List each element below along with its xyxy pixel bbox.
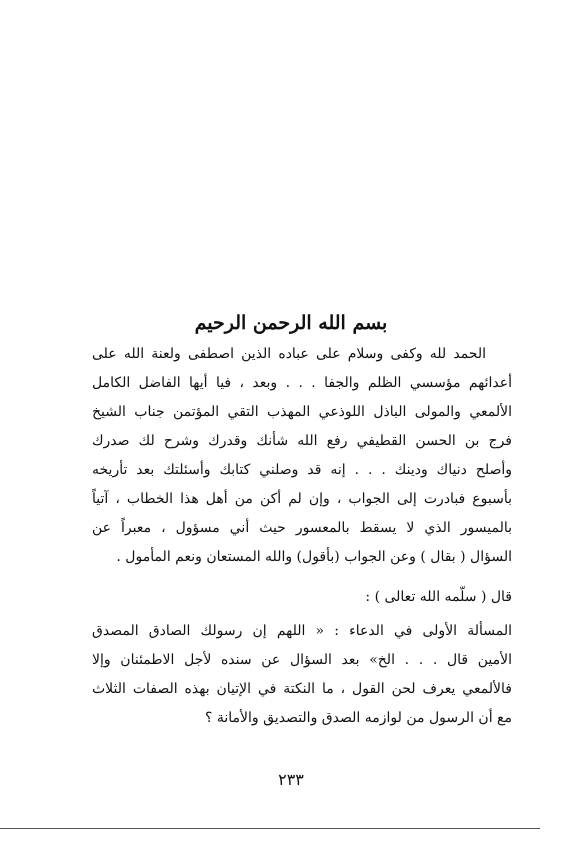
text-line: بالميسور الذي لا يسقط بالمعسور حيث أني مسؤول ، معبراً عن [92,520,512,536]
first-question-paragraph [92,617,512,733]
bottom-rule [0,828,540,829]
text-line: أعدائهم مؤسسي الظلم والجفا . . . وبعد ، فيا أيها الفاضل الكامل [92,375,512,391]
text-line: المسألة الأولى في الدعاء : « اللهم إن رسولك الصادق المصدق [92,623,512,639]
text-line: فالألمعي يعرف لحن القول ، ما النكتة في الإتيان بهذه الصفات الثلاث [92,681,512,697]
text-line: السؤال ( بقال ) وعن الجواب (بأقول) والله المستعان ونعم المأمول . [116,549,512,565]
text-line: مع أن الرسول من لوازمه الصدق والتصديق والأمانة ؟ [205,710,512,726]
text-line: الأمين قال . . . الخ» بعد السؤال عن سنده لأجل الاطمئنان وإلا [92,652,512,668]
text-line: وأصلح دنياك ودينك . . . إنه قد وصلني كتابك وأسئلتك بعد تأريخه [92,462,512,478]
text-line: الحمد لله وكفى وسلام على عباده الذين اصطفى ولعنة الله على [92,346,486,362]
text-line: فرج بن الحسن القطيفي رفع الله شأنك وقدرك وشرح لك صدرك [92,433,512,449]
page-number: ٢٣٣ [278,770,304,789]
text-line: بأسبوع فبادرت إلى الجواب ، وإن لم أكن من أهل هذا الخطاب ، آتياً [92,491,512,507]
opening-paragraph [92,340,512,572]
text-line: الألمعي والمولى الباذل اللوذعي المهذب التقي المؤتمن جناب الشيخ [92,404,512,420]
basmala-heading: بسم الله الرحمن الرحيم [194,312,388,334]
qal-line: قال ( سلّمه الله تعالى ) : [365,589,512,605]
